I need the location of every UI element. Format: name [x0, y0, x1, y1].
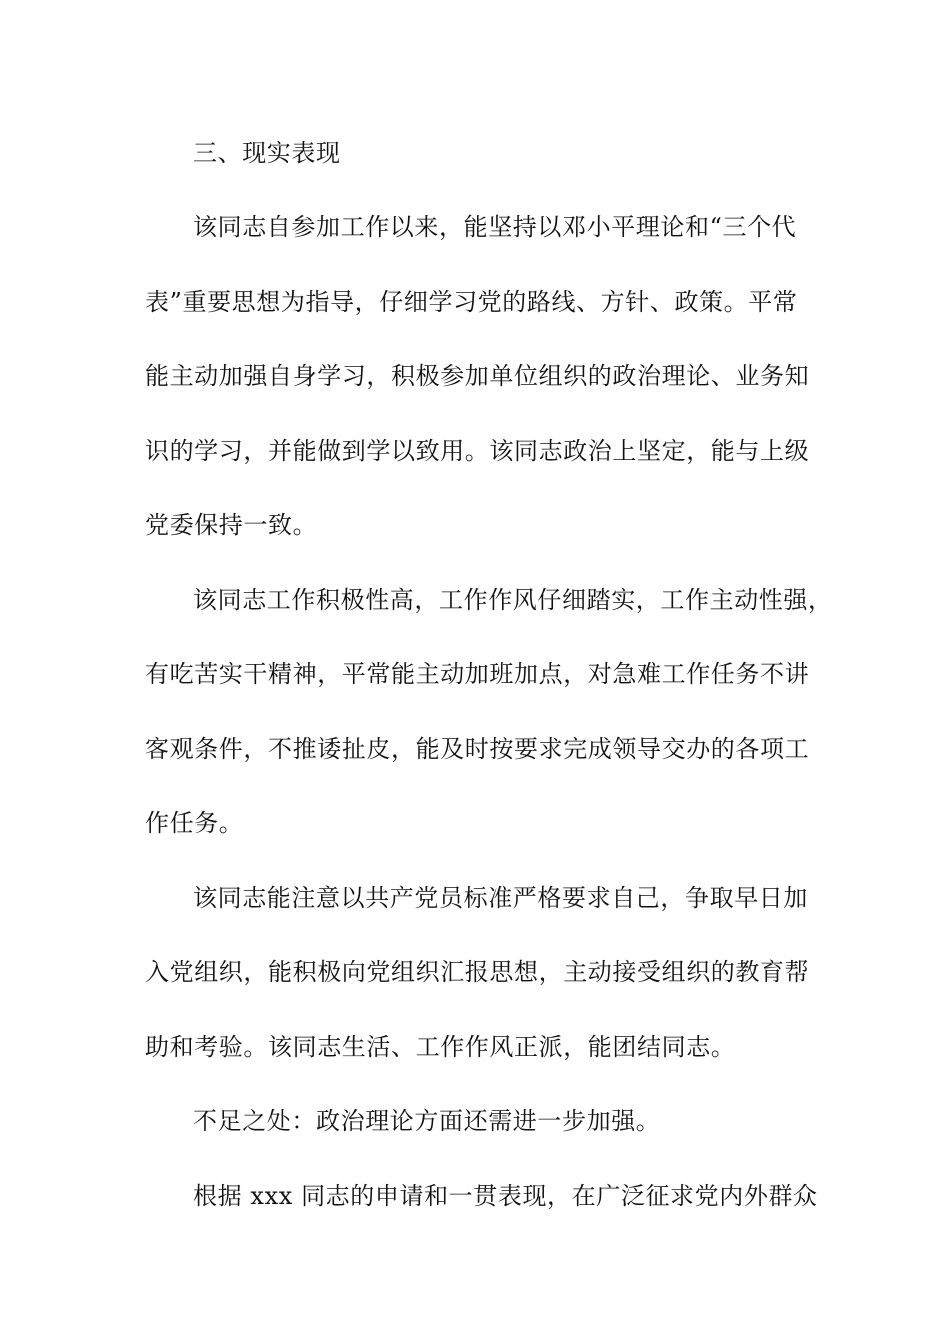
paragraph-line: 能主动加强自身学习，积极参加单位组织的政治理论、业务知 — [145, 362, 810, 390]
paragraph-line: 入党组织，能积极向党组织汇报思想，主动接受组织的教育帮 — [145, 958, 810, 986]
paragraph-line: 根据 xxx 同志的申请和一贯表现，在广泛征求党内外群众 — [193, 1182, 818, 1210]
paragraph-line: 该同志工作积极性高，工作作风仔细踏实，工作主动性强， — [193, 586, 833, 614]
paragraph-line: 助和考验。该同志生活、工作作风正派，能团结同志。 — [145, 1033, 736, 1061]
paragraph-line: 有吃苦实干精神，平常能主动加班加点，对急难工作任务不讲 — [145, 660, 810, 688]
paragraph-line: 作任务。 — [145, 809, 244, 837]
paragraph-line: 不足之处：政治理论方面还需进一步加强。 — [193, 1107, 661, 1135]
section-heading: 三、现实表现 — [193, 139, 341, 167]
paragraph-line: 党委保持一致。 — [145, 511, 318, 539]
paragraph-line: 客观条件，不推诿扯皮，能及时按要求完成领导交办的各项工 — [145, 735, 810, 763]
paragraph-line: 该同志自参加工作以来，能坚持以邓小平理论和“三个代 — [193, 213, 797, 241]
paragraph-line: 识的学习，并能做到学以致用。该同志政治上坚定，能与上级 — [145, 437, 810, 465]
paragraph-line: 表”重要思想为指导，仔细学习党的路线、方针、政策。平常 — [145, 288, 798, 316]
paragraph-line: 该同志能注意以共产党员标准严格要求自己，争取早日加 — [193, 884, 808, 912]
